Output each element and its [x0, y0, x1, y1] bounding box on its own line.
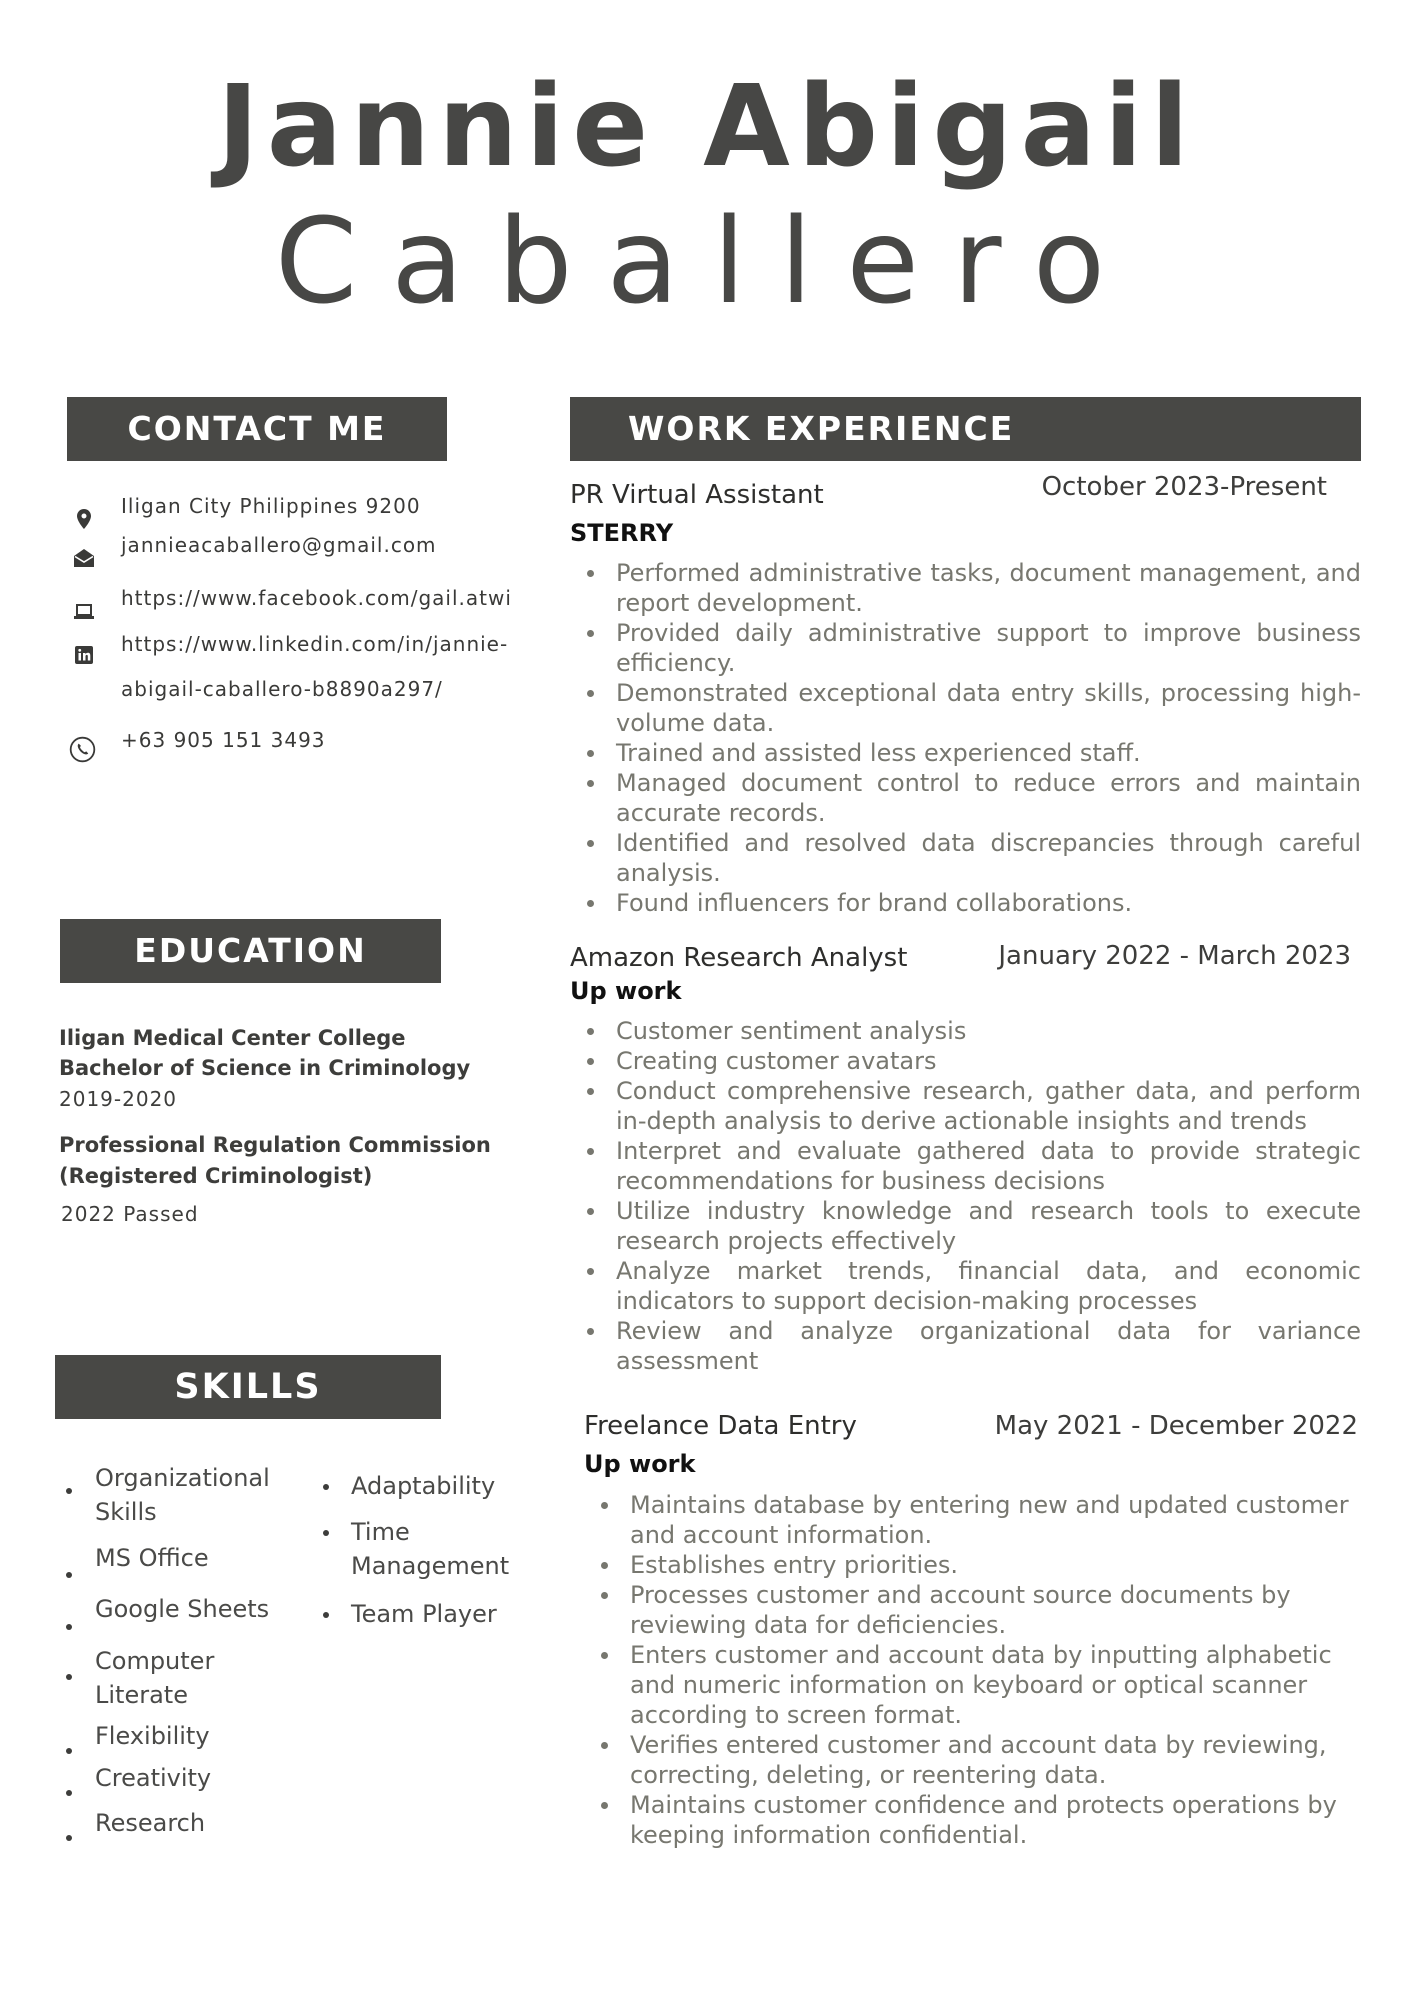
job-company: Up work — [570, 977, 682, 1005]
list-item: Verifies entered customer and account data by reviewing, correcting, deleting, or reentering data. — [584, 1730, 1384, 1790]
skill-item: MS Office — [95, 1544, 209, 1572]
phone-icon — [69, 736, 96, 763]
skill-bullet — [323, 1484, 329, 1490]
job-company: STERRY — [570, 519, 674, 547]
skill-item: Google Sheets — [95, 1595, 270, 1623]
skill-item: Computer Literate — [95, 1647, 215, 1709]
job-bullets — [570, 558, 1361, 918]
skill-bullet — [66, 1572, 72, 1578]
job-title: Amazon Research Analyst — [570, 943, 908, 973]
list-item: Interpret and evaluate gathered data to provide strategic recommendations for business decisions — [570, 1136, 1361, 1196]
education-years: 2019-2020 — [59, 1087, 178, 1111]
list-item: Customer sentiment analysis — [570, 1016, 1361, 1046]
laptop-icon — [72, 600, 96, 624]
mail-icon — [72, 546, 96, 570]
skill-bullet — [66, 1835, 72, 1841]
list-item: Identified and resolved data discrepancies through careful analysis. — [570, 828, 1361, 888]
contact-address: Iligan City Philippines 9200 — [121, 494, 421, 518]
contact-email[interactable]: jannieacaballero@gmail.com — [121, 533, 437, 557]
list-item: Trained and assisted less experienced staff. — [570, 738, 1361, 768]
list-item: Found influencers for brand collaborations. — [570, 888, 1361, 918]
list-item: Conduct comprehensive research, gather data, and perform in-depth analysis to derive actionable insights and trends — [570, 1076, 1361, 1136]
education-school: Iligan Medical Center College — [59, 1026, 406, 1050]
skill-bullet — [66, 1790, 72, 1796]
education-license: Professional Regulation Commission — [59, 1133, 491, 1157]
skills-heading: SKILLS — [55, 1355, 441, 1419]
contact-facebook[interactable]: https://www.facebook.com/gail.atwi — [121, 586, 512, 610]
contact-linkedin-line-2[interactable]: abigail-caballero-b8890a297/ — [121, 677, 443, 701]
list-item: Provided daily administrative support to improve business efficiency. — [570, 618, 1361, 678]
job-bullets — [570, 1016, 1361, 1376]
name-first: Jannie Abigail — [217, 62, 1197, 192]
location-pin-icon — [72, 507, 96, 531]
list-item: Maintains customer confidence and protects operations by keeping information confidential. — [584, 1790, 1384, 1850]
job-company: Up work — [584, 1450, 696, 1478]
list-item: Enters customer and account data by inputting alphabetic and numeric information on keyboard or optical scanner according to screen format. — [584, 1640, 1384, 1730]
list-item: Demonstrated exceptional data entry skills, processing high-volume data. — [570, 678, 1361, 738]
list-item: Managed document control to reduce errors and maintain accurate records. — [570, 768, 1361, 828]
job-title: Freelance Data Entry — [584, 1411, 857, 1441]
skill-bullet — [66, 1748, 72, 1754]
list-item: Review and analyze organizational data for variance assessment — [570, 1316, 1361, 1376]
skill-bullet — [66, 1624, 72, 1630]
education-license-year: 2022 Passed — [61, 1202, 199, 1226]
job-date: January 2022 - March 2023 — [998, 941, 1351, 971]
skill-item: Creativity — [95, 1764, 212, 1792]
skill-bullet — [323, 1612, 329, 1618]
list-item: Performed administrative tasks, document management, and report development. — [570, 558, 1361, 618]
work-heading: WORK EXPERIENCE — [570, 397, 1361, 461]
job-title: PR Virtual Assistant — [570, 480, 824, 510]
skill-item: Organizational Skills — [95, 1464, 270, 1526]
education-heading: EDUCATION — [60, 919, 441, 983]
list-item: Analyze market trends, financial data, and economic indicators to support decision-making processes — [570, 1256, 1361, 1316]
contact-phone[interactable]: +63 905 151 3493 — [121, 728, 326, 752]
contact-heading: CONTACT ME — [67, 397, 447, 461]
skill-bullet — [66, 1674, 72, 1680]
job-bullets — [584, 1490, 1384, 1850]
skill-item: Team Player — [351, 1600, 497, 1628]
list-item: Creating customer avatars — [570, 1046, 1361, 1076]
name-last: Caballero — [274, 192, 1140, 330]
list-item: Establishes entry priorities. — [584, 1550, 1384, 1580]
list-item: Processes customer and account source documents by reviewing data for deficiencies. — [584, 1580, 1384, 1640]
skill-item: Flexibility — [95, 1722, 210, 1750]
skill-bullet — [323, 1530, 329, 1536]
job-date: May 2021 - December 2022 — [994, 1411, 1358, 1441]
skill-bullet — [66, 1488, 72, 1494]
skill-item: Adaptability — [351, 1472, 496, 1500]
list-item: Utilize industry knowledge and research tools to execute research projects effectively — [570, 1196, 1361, 1256]
skill-item: Research — [95, 1809, 206, 1837]
list-item: Maintains database by entering new and updated customer and account information. — [584, 1490, 1384, 1550]
linkedin-icon — [72, 643, 96, 667]
skill-item: Time Management — [351, 1518, 510, 1580]
education-license-title: (Registered Criminologist) — [59, 1164, 373, 1188]
contact-linkedin-line-1[interactable]: https://www.linkedin.com/in/jannie- — [121, 632, 509, 656]
education-degree: Bachelor of Science in Criminology — [59, 1056, 471, 1080]
job-date: October 2023-Present — [1041, 472, 1327, 502]
